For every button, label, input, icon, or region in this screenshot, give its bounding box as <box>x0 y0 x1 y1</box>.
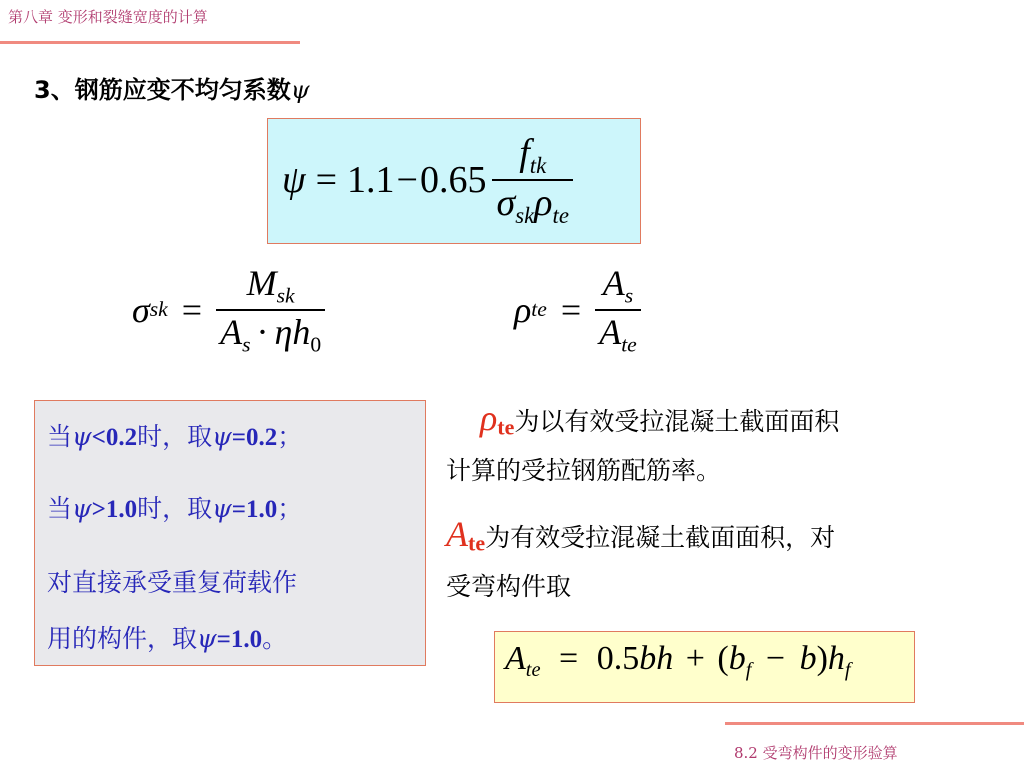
as-symbol: A <box>220 311 243 352</box>
condition-value: =1.0 <box>231 496 278 523</box>
ate-formula-box <box>494 631 915 703</box>
condition-prefix: 当 <box>47 494 73 523</box>
rho-formula <box>514 262 641 357</box>
eta-symbol: η <box>274 311 293 352</box>
rho-symbol: ρ <box>534 181 553 224</box>
fraction-numerator <box>599 262 637 309</box>
rho-lhs: ρ <box>514 289 532 330</box>
fraction-numerator <box>243 262 299 309</box>
rho-symbol: ρ <box>480 398 498 438</box>
fraction-denominator <box>216 311 325 358</box>
fraction-denominator <box>595 311 641 358</box>
fraction-numerator <box>515 131 550 179</box>
condition-prefix: 当 <box>47 422 73 451</box>
psi-lhs: ψ <box>282 158 306 201</box>
psi-symbol: ψ <box>212 422 232 451</box>
bf-subscript: f <box>745 659 752 682</box>
footer-divider <box>725 722 1024 725</box>
sigma-lhs: σ <box>132 289 150 330</box>
note-prefix: 用的构件，取 <box>47 624 198 653</box>
ate-formula <box>505 640 851 682</box>
ate-subscript: te <box>621 332 637 357</box>
section-title <box>34 70 310 105</box>
as-subscript: s <box>242 332 251 357</box>
m-symbol: M <box>246 263 277 303</box>
rho-subscript: te <box>552 202 569 228</box>
psi-formula-box <box>267 118 641 244</box>
rho-definition <box>446 396 839 493</box>
ate-definition-line1 <box>446 512 835 565</box>
rho-definition-line2: 计算的受拉钢筋配筋率。 <box>446 456 722 486</box>
ftk-symbol: f <box>519 132 530 174</box>
as-subscript: s <box>624 283 634 308</box>
chapter-header: 第八章 变形和裂缝宽度的计算 <box>8 8 208 26</box>
condition-end: ； <box>277 422 303 451</box>
rho-fraction <box>595 262 641 357</box>
close-paren: ) <box>816 640 828 677</box>
ate-lhs: A <box>505 640 526 677</box>
equals-sign: = <box>560 289 582 330</box>
conditions-box <box>34 400 426 666</box>
equals-sign: = <box>559 640 579 677</box>
h-symbol: h <box>292 311 311 352</box>
psi-symbol: ψ <box>197 624 217 653</box>
m-subscript: sk <box>276 283 295 308</box>
as-symbol: A <box>602 263 625 303</box>
condition-lower-limit <box>47 417 302 453</box>
section-title-text: 3、钢筋应变不均匀系数 <box>34 76 291 104</box>
psi-fraction <box>492 131 572 229</box>
condition-mid: 时，取 <box>137 494 213 523</box>
condition-upper-limit <box>47 489 302 525</box>
rho-subscript: te <box>497 414 515 440</box>
equals-sign: = <box>315 158 338 201</box>
h-subscript: 0 <box>310 332 322 357</box>
condition-inequality: >1.0 <box>91 496 138 523</box>
constant-1-1: 1.1 <box>347 158 395 201</box>
minus-sign: − <box>396 158 418 201</box>
b-symbol: b <box>799 640 817 677</box>
condition-inequality: <0.2 <box>91 424 138 451</box>
psi-symbol: ψ <box>290 76 310 104</box>
psi-formula <box>282 131 573 229</box>
psi-symbol: ψ <box>72 422 92 451</box>
ate-definition-text1: 为有效受拉混凝土截面面积，对 <box>485 523 836 552</box>
rho-definition-line1 <box>446 396 839 449</box>
hf-symbol: h <box>827 640 845 677</box>
sigma-symbol: σ <box>496 181 516 224</box>
rho-definition-text1: 为以有效受拉混凝土截面面积 <box>514 407 840 436</box>
ate-symbol: A <box>446 514 468 554</box>
note-value: =1.0 <box>216 626 263 653</box>
rho-lhs-subscript: te <box>531 297 547 322</box>
repeated-load-note-line2 <box>47 619 287 655</box>
condition-mid: 时，取 <box>137 422 213 451</box>
sigma-subscript: sk <box>515 202 535 228</box>
ate-symbol: A <box>599 311 622 352</box>
condition-value: =0.2 <box>231 424 278 451</box>
equals-sign: = <box>181 289 203 330</box>
ate-lhs-subscript: te <box>525 659 541 682</box>
psi-symbol: ψ <box>72 494 92 523</box>
sigma-lhs-subscript: sk <box>149 297 168 322</box>
bh-term: bh <box>639 640 674 677</box>
ftk-subscript: tk <box>529 152 547 178</box>
ate-definition <box>446 512 835 609</box>
repeated-load-note-line1: 对直接承受重复荷载作 <box>47 568 298 597</box>
section-footer: 8.2 受弯构件的变形验算 <box>734 744 898 762</box>
constant-0-65: 0.65 <box>419 158 487 201</box>
plus-sign: + <box>685 640 705 677</box>
ate-subscript: te <box>468 530 486 556</box>
header-divider <box>0 41 300 44</box>
sigma-formula <box>132 262 325 357</box>
fraction-denominator <box>492 181 572 229</box>
ate-definition-line2: 受弯构件取 <box>446 572 572 602</box>
minus-sign: − <box>765 640 786 677</box>
dot-operator: · <box>256 311 269 352</box>
condition-end: ； <box>277 494 303 523</box>
hf-subscript: f <box>844 659 851 682</box>
psi-symbol: ψ <box>212 494 232 523</box>
sigma-fraction <box>216 262 325 357</box>
note-end: 。 <box>262 624 288 653</box>
constant-0-5: 0.5 <box>596 640 640 677</box>
open-paren: ( <box>717 640 729 677</box>
bf-symbol: b <box>728 640 746 677</box>
